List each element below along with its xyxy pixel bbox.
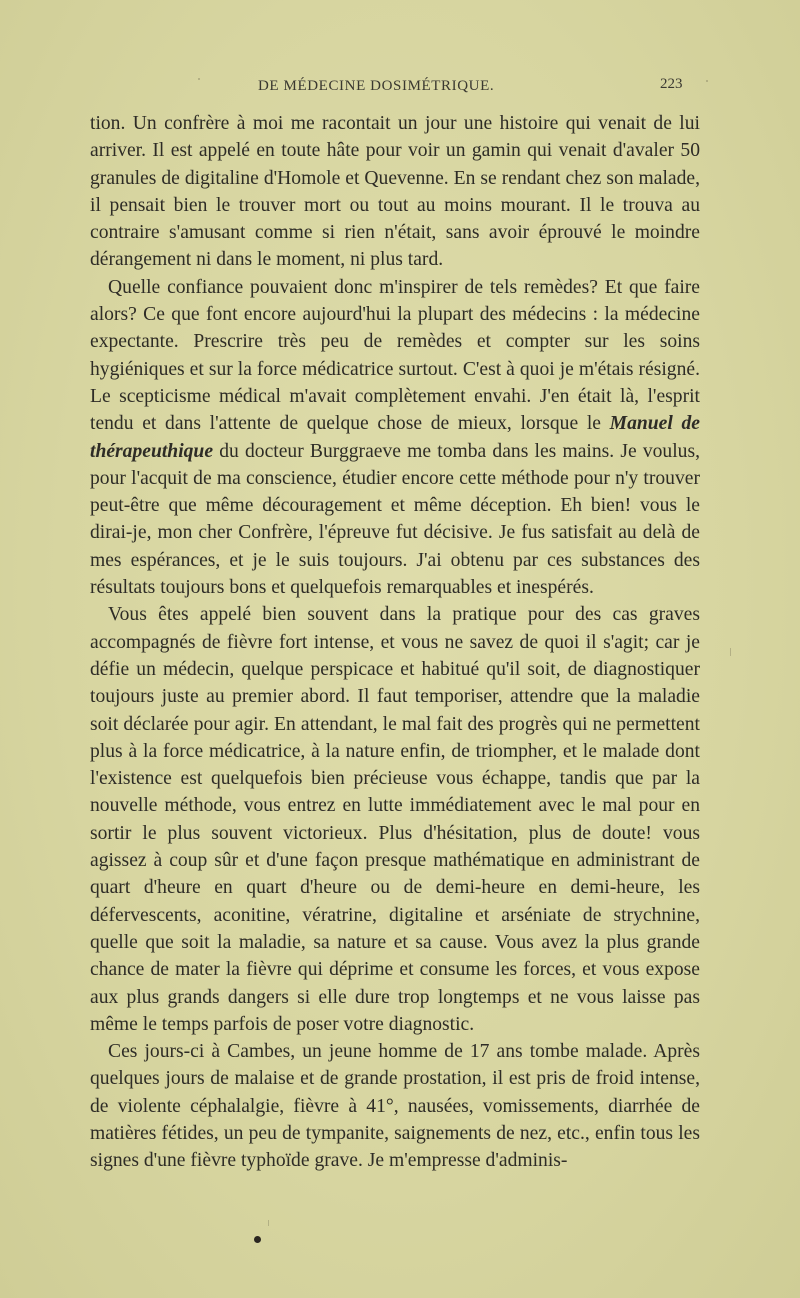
paragraph-2: [90, 274, 700, 602]
paragraph-4: Ces jours-ci à Cambes, un jeune homme de 17 ans tombe malade. Après quelques jours de malaise et de grande prostation, il est pris de froid intense, de violente céphalalgie, fièvre à 41°, nausées, vomissements, diarrhée de matières fétides, un peu de tympanite, saignements de nez, etc., enfin tous les signes d'une fièvre typhoïde grave. Je m'empresse d'adminis-: [90, 1041, 700, 1172]
book-title-italic: Manuel de thérapeuthique: [90, 413, 701, 462]
page-header: [0, 78, 800, 102]
paper-speck: [198, 78, 200, 80]
running-title: DE MÉDECINE DOSIMÉTRIQUE.: [258, 78, 495, 94]
paragraph-2-end: du docteur Burggraeve me tomba dans les mains. Je voulus, pour l'acquit de ma conscience, étudier encore cette méthode pour n'y trouver peut-être que même découragement et même déception. Eh bien! vous le dirai-je, mon cher Confrère, l'épreuve fut décisive. Je fus satisfait au delà de mes espérances, et je le suis toujours. J'ai obtenu par ces substances des résultats toujours bons et quelquefois remarquables et inespérés.: [90, 440, 700, 599]
paragraph-3: Vous êtes appelé bien souvent dans la pratique pour des cas graves accompagnés de fièvre fort intense, et vous ne savez de quoi il s'agit; car je défie un médecin, quelque perspicace et habitué qu'il soit, de diagnostiquer toujours juste au premier abord. Il faut temporiser, attendre que la maladie soit déclarée pour agir. En attendant, le mal fait des progrès qui ne permettent plus à la force médicatrice, à la nature enfin, de triompher, et le malade dont l'existence est quelquefois bien précieuse vous échappe, tandis que par la nouvelle méthode, vous entrez en lutte immédiatement avec le mal pour en sortir le plus souvent victorieux. Plus d'hésitation, plus de doute! vous agissez à coup sûr et d'une façon presque mathématique en administrant de quart d'heure en quart d'heure ou de demi-heure en demi-heure, les défervescents, aconitine, vératrine, digitaline et arséniate de strychnine, quelle que soit la maladie, sa nature et sa cause. Vous avez la plus grande chance de mater la fièvre qui déprime et consume les forces, et vous expose aux plus grands dangers si elle dure trop longtemps et ne vous laisse pas même le temps parfois de poser votre diagnostic.: [90, 604, 700, 1035]
paragraph-1: tion. Un confrère à moi me racontait un jour une histoire qui venait de lui arriver. Il est appelé en toute hâte pour voir un gamin qui venait d'avaler 50 granules de digitaline d'Homole et Quevenne. En se rendant chez son malade, il pensait bien le trouver mort ou tout au moins mourant. Il le trouva au contraire s'amusant comme si rien n'était, sans avoir éprouvé le moindre dérangement ni dans le moment, ni plus tard.: [90, 113, 700, 271]
ink-spot: [254, 1236, 261, 1243]
body-text: [90, 110, 700, 1175]
paper-speck: [268, 1220, 269, 1226]
paragraph-2-start: Quelle confiance pouvaient donc m'inspirer de tels remèdes? Et que faire alors? Ce que font encore aujourd'hui la plupart des médecins : la médecine expectante. Prescrire très peu de remèdes et compter sur les soins hygiéniques et sur la force médicatrice surtout. C'est à quoi je m'étais résigné. Le scepticisme médical m'avait complètement envahi. J'en était là, l'esprit tendu et dans l'attente de quelque chose de mieux, lorsque le: [90, 276, 700, 435]
paper-speck: [706, 80, 708, 82]
paper-speck: [730, 648, 731, 656]
page-number: 223: [660, 76, 683, 92]
